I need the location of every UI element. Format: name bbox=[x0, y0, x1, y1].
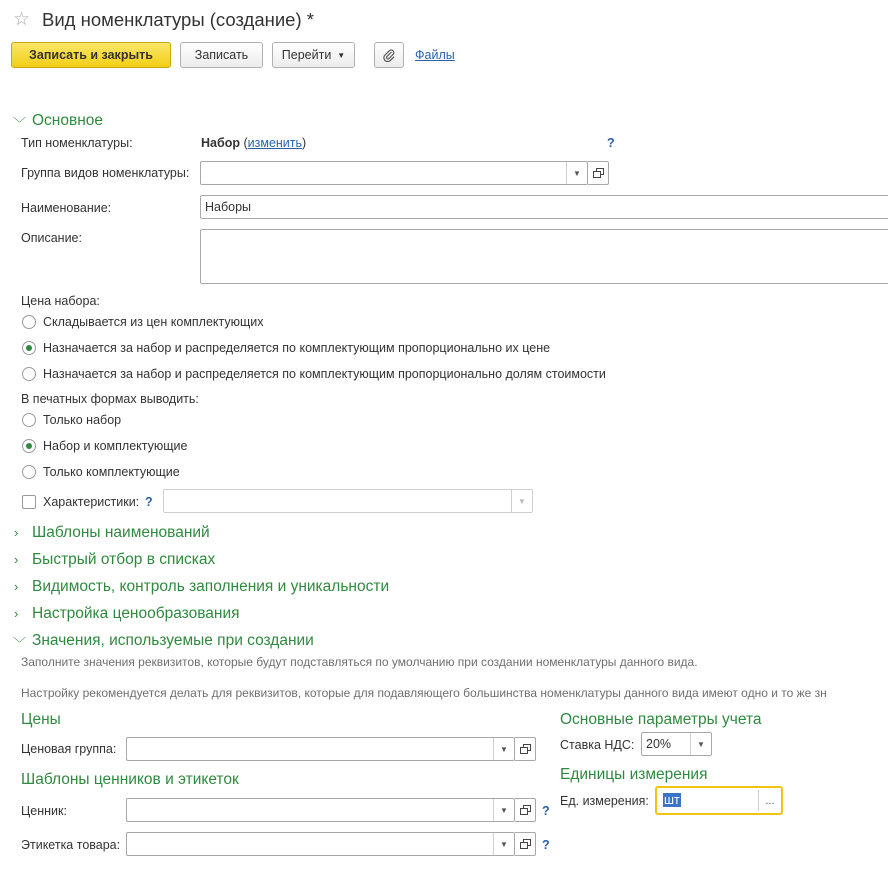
chevron-down-icon: ▼ bbox=[337, 50, 346, 60]
section-pricing-settings[interactable]: Настройка ценообразования bbox=[32, 605, 240, 622]
page-title: Вид номенклатуры (создание) * bbox=[42, 9, 314, 30]
chevron-down-icon[interactable]: ▼ bbox=[493, 799, 514, 821]
type-value: Набор bbox=[201, 136, 240, 150]
price-option-3-radio[interactable] bbox=[22, 367, 36, 381]
paperclip-icon bbox=[382, 48, 396, 62]
chevron-down-icon[interactable]: ▼ bbox=[493, 738, 514, 760]
group-label: Группа видов номенклатуры: bbox=[21, 166, 190, 180]
vat-label: Ставка НДС: bbox=[560, 738, 635, 752]
section-name-templates[interactable]: Шаблоны наименований bbox=[32, 524, 210, 541]
help-icon[interactable]: ? bbox=[145, 495, 153, 509]
characteristics-label[interactable]: Характеристики: bbox=[43, 495, 140, 509]
defaults-hint-2: Настройку рекомендуется делать для реквизитов, которые для подавляющего большинства номенклатуры данного вида имеют одно и то же зн bbox=[21, 686, 827, 700]
price-option-2-label[interactable]: Назначается за набор и распределяется по комплектующим пропорционально их цене bbox=[43, 341, 551, 355]
name-label: Наименование: bbox=[21, 201, 112, 215]
save-button[interactable]: Записать bbox=[180, 42, 263, 68]
change-type-link[interactable]: изменить bbox=[247, 136, 303, 150]
type-label: Тип номенклатуры: bbox=[21, 136, 133, 150]
print-option-3-radio[interactable] bbox=[22, 465, 36, 479]
open-product-label-button[interactable] bbox=[515, 832, 536, 856]
goto-menu-button[interactable] bbox=[272, 42, 355, 68]
price-group-field[interactable] bbox=[126, 737, 515, 761]
price-option-3-label[interactable]: Назначается за набор и распределяется по комплектующим пропорционально долям стоимости bbox=[43, 367, 606, 381]
chevron-down-icon[interactable]: ▼ bbox=[566, 162, 587, 184]
open-price-group-button[interactable] bbox=[515, 737, 536, 761]
section-expanded-icon[interactable]: ﹀ bbox=[13, 116, 27, 131]
help-icon[interactable]: ? bbox=[542, 838, 550, 852]
type-value-row bbox=[201, 136, 306, 150]
chevron-down-icon[interactable]: ▼ bbox=[511, 490, 532, 512]
attach-button[interactable] bbox=[374, 42, 404, 68]
unit-value: шт bbox=[664, 793, 680, 807]
open-window-icon bbox=[593, 168, 604, 179]
help-icon[interactable]: ? bbox=[542, 804, 550, 818]
group-field[interactable] bbox=[200, 161, 588, 185]
open-window-icon bbox=[520, 839, 531, 850]
section-collapsed-icon[interactable]: › bbox=[14, 606, 19, 621]
product-label-field[interactable] bbox=[126, 832, 515, 856]
print-option-2-radio[interactable] bbox=[22, 439, 36, 453]
name-field[interactable]: Наборы bbox=[200, 195, 888, 219]
price-tag-field[interactable] bbox=[126, 798, 515, 822]
unit-field[interactable] bbox=[655, 786, 783, 815]
open-window-icon bbox=[520, 805, 531, 816]
section-collapsed-icon[interactable]: › bbox=[14, 579, 19, 594]
section-collapsed-icon[interactable]: › bbox=[14, 525, 19, 540]
section-visibility[interactable]: Видимость, контроль заполнения и уникальности bbox=[32, 578, 390, 595]
characteristics-checkbox[interactable] bbox=[22, 495, 36, 509]
chevron-down-icon[interactable]: ▼ bbox=[493, 833, 514, 855]
files-link[interactable]: Файлы bbox=[415, 48, 455, 62]
units-group-title: Единицы измерения bbox=[560, 766, 708, 783]
open-group-button[interactable] bbox=[588, 161, 609, 185]
section-collapsed-icon[interactable]: › bbox=[14, 552, 19, 567]
unit-label: Ед. измерения: bbox=[560, 794, 649, 808]
help-icon[interactable]: ? bbox=[607, 136, 615, 150]
unit-choose-button[interactable]: ... bbox=[758, 790, 781, 811]
price-label: Цена набора: bbox=[21, 294, 100, 308]
paren-close: ) bbox=[302, 136, 307, 150]
favorite-star-icon[interactable]: ☆ bbox=[13, 9, 31, 30]
open-window-icon bbox=[520, 744, 531, 755]
price-option-1-radio[interactable] bbox=[22, 315, 36, 329]
accounting-group-title: Основные параметры учета bbox=[560, 711, 762, 728]
print-option-3-label[interactable]: Только комплектующие bbox=[43, 465, 180, 479]
characteristics-field[interactable] bbox=[163, 489, 533, 513]
description-label: Описание: bbox=[21, 231, 82, 245]
section-quick-filter[interactable]: Быстрый отбор в списках bbox=[32, 551, 216, 568]
defaults-hint-1: Заполните значения реквизитов, которые будут подставляться по умолчанию при создании номенклатуры данного вида. bbox=[21, 655, 698, 669]
prices-group-title: Цены bbox=[21, 711, 61, 728]
description-field[interactable] bbox=[200, 229, 888, 284]
section-basic-title[interactable]: Основное bbox=[32, 112, 104, 129]
templates-group-title: Шаблоны ценников и этикеток bbox=[21, 771, 239, 788]
product-label-label: Этикетка товара: bbox=[21, 838, 121, 852]
save-and-close-button[interactable]: Записать и закрыть bbox=[11, 42, 171, 68]
open-price-tag-button[interactable] bbox=[515, 798, 536, 822]
price-group-label: Ценовая группа: bbox=[21, 742, 117, 756]
paren-open: ( bbox=[243, 136, 248, 150]
section-expanded-icon[interactable]: ﹀ bbox=[13, 636, 27, 651]
price-option-1-label[interactable]: Складывается из цен комплектующих bbox=[43, 315, 264, 329]
vat-value: 20% bbox=[646, 737, 672, 751]
print-option-1-radio[interactable] bbox=[22, 413, 36, 427]
print-label: В печатных формах выводить: bbox=[21, 392, 199, 406]
print-option-1-label[interactable]: Только набор bbox=[43, 413, 122, 427]
price-tag-label: Ценник: bbox=[21, 804, 67, 818]
section-defaults-title[interactable]: Значения, используемые при создании bbox=[32, 632, 314, 649]
chevron-down-icon[interactable]: ▼ bbox=[690, 733, 711, 755]
print-option-2-label[interactable]: Набор и комплектующие bbox=[43, 439, 188, 453]
price-option-2-radio[interactable] bbox=[22, 341, 36, 355]
vat-field[interactable] bbox=[641, 732, 712, 756]
goto-label: Перейти bbox=[281, 48, 332, 62]
